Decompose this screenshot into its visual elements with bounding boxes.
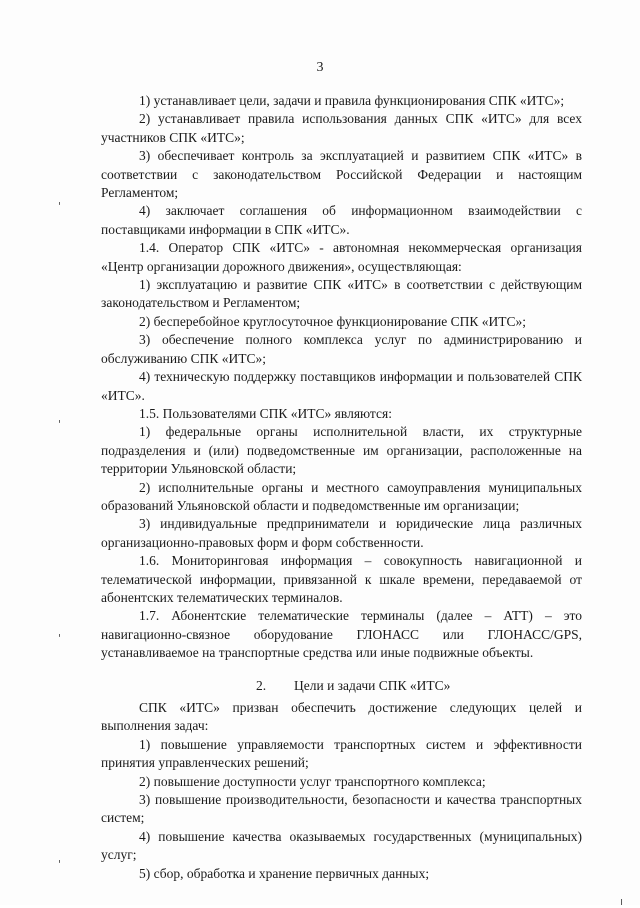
paragraph: 2) бесперебойное круглосуточное функционирование СПК «ИТС»; — [139, 313, 526, 329]
page-number: 3 — [316, 60, 324, 75]
paragraph: 1.7. Абонентские телематические терминалы (далее – АТТ) – это навигационно-связное оборудование ГЛОНАСС или ГЛОНАСС/GPS, устанавливаемое на транспортные средства или иные подвижные объекты. — [101, 608, 582, 661]
document-body — [101, 92, 582, 883]
margin-mark: ' — [58, 858, 62, 871]
paragraph: 3) обеспечение полного комплекса услуг по администрированию и обслуживанию СПК «ИТС»; — [101, 332, 582, 366]
section-heading — [101, 677, 582, 695]
paragraph: СПК «ИТС» призван обеспечить достижение следующих целей и выполнения задач: — [101, 700, 582, 734]
paragraph: 1) повышение управляемости транспортных систем и эффективности принятия управленческих решений; — [101, 736, 582, 771]
margin-mark: ' — [58, 632, 62, 645]
section-number: 2. — [256, 677, 267, 693]
paragraph: 2) повышение доступности услуг транспортного комплекса; — [139, 773, 486, 789]
paragraph: 2) исполнительные органы и местного самоуправления муниципальных образований Ульяновской области и подведомственные им организации; — [101, 479, 582, 513]
paragraph: 3) повышение производительности, безопасности и качества транспортных систем; — [101, 792, 582, 826]
paragraph: 4) техническую поддержку поставщиков информации и пользователей СПК «ИТС». — [101, 369, 582, 403]
paragraph: 1.6. Мониторинговая информация – совокупность навигационной и телематической информации, привязанной к шкале времени, передаваемой от абонентских телематических терминалов. — [101, 553, 582, 605]
paragraph: 3) обеспечивает контроль за эксплуатацией и развитием СПК «ИТС» в соответствии с законодательством Российской Федерации и настоящим Регламентом; — [101, 148, 582, 201]
paragraph: 2) устанавливает правила использования данных СПК «ИТС» для всех участников СПК «ИТС»; — [101, 111, 582, 145]
margin-mark: ' — [58, 418, 62, 431]
paragraph: 4) заключает соглашения об информационном взаимодействии с поставщиками информации в СПК «ИТС». — [101, 203, 582, 237]
paragraph: 5) сбор, обработка и хранение первичных данных; — [139, 865, 430, 881]
paragraph: 1) федеральные органы исполнительной власти, их структурные подразделения и (или) подведомственные им организации, расположенные на территории Ульяновской области; — [101, 424, 582, 477]
paragraph: 1.4. Оператор СПК «ИТС» - автономная некоммерческая организация «Центр организации дорожного движения», осуществляющая: — [101, 240, 582, 274]
paragraph: 3) индивидуальные предприниматели и юридические лица различных организационно-правовых форм и форм собственности. — [101, 516, 582, 550]
margin-mark: ı — [620, 895, 624, 908]
margin-mark: ' — [58, 200, 62, 213]
paragraph: 1) устанавливает цели, задачи и правила функционирования СПК «ИТС»; — [139, 93, 565, 108]
paragraph: 1.5. Пользователями СПК «ИТС» являются: — [139, 405, 392, 421]
section-title: Цели и задачи СПК «ИТС» — [294, 677, 451, 693]
paragraph: 1) эксплуатацию и развитие СПК «ИТС» в соответствии с действующим законодательством и Регламентом; — [101, 277, 582, 311]
paragraph: 4) повышение качества оказываемых государственных (муниципальных) услуг; — [101, 828, 582, 863]
